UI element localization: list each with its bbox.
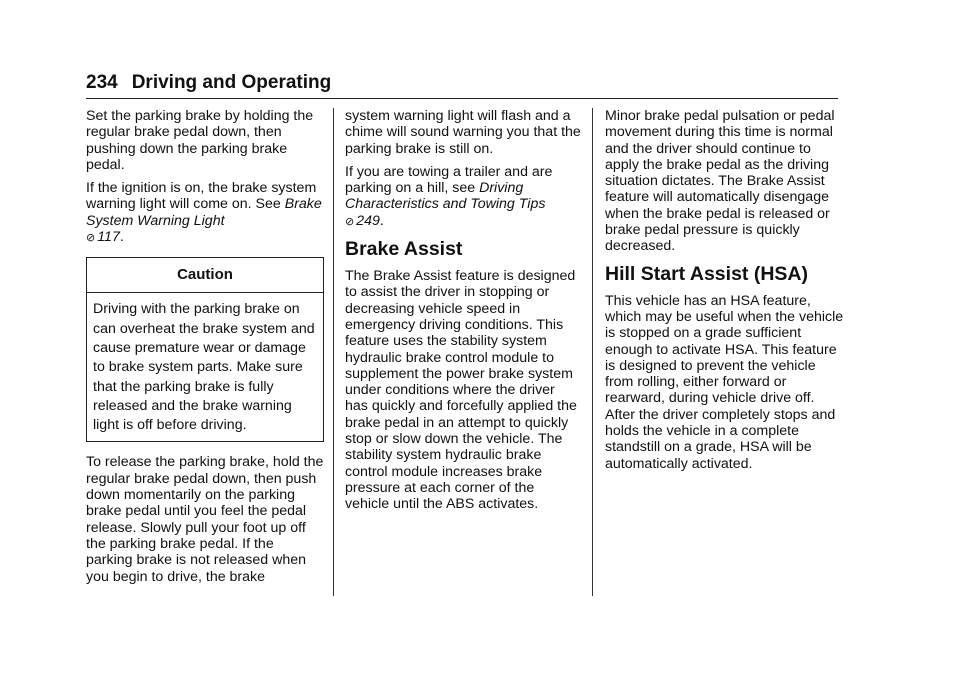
header-divider [86, 98, 838, 99]
caution-body: Driving with the parking brake on can overheat the brake system and cause premature wear or damage to brake system parts. Make sure that the parking brake is fully released and the brake warning light is off before driving. [93, 301, 315, 434]
column-divider-1 [333, 108, 334, 596]
caution-title: Caution [87, 258, 323, 293]
link-driving-towing-tips[interactable]: Driving Characteristics and Towing Tips [345, 180, 546, 213]
page-header [86, 70, 838, 96]
page-ref-249[interactable]: 249 [356, 212, 380, 229]
paragraph-ignition-warning: If the ignition is on, the brake system warning light will come on. See Brake System Warning Light ⊘ 117. [86, 180, 322, 246]
page-ref-icon: ⊘ [86, 232, 96, 245]
paragraph-release-parking-brake: To release the parking brake, hold the regular brake pedal down, then push down momentarily on the parking brake pedal until you feel the pedal release. Slowly pull your foot up off the parking brake pedal. If the parking brake is not released when you begin to drive, the brake [86, 454, 324, 585]
caution-box [86, 257, 324, 442]
paragraph-pedal-pulsation: Minor brake pedal pulsation or pedal movement during this time is normal and the driver should continue to apply the brake pedal as the driving situation dictates. The Brake Assist feature will automatically disengage when the brake pedal is released or brake pedal pressure is quickly decreased. [605, 108, 835, 255]
column-1 [86, 108, 324, 592]
section-title: Driving and Operating [131, 72, 332, 93]
column-divider-2 [592, 108, 593, 596]
paragraph-hsa: This vehicle has an HSA feature, which may be useful when the vehicle is stopped on a grade sufficient enough to activate HSA. This feature is designed to prevent the vehicle from rolling, either forward or rearward, during vehicle drive off. After the driver completely stops and holds the vehicle in a complete standstill on a grade, HSA will be automatically activated. [605, 292, 844, 472]
paragraph-warning-chime: system warning light will flash and a chime will sound warning you that the parking brake is still on. [345, 108, 581, 157]
column-2 [345, 108, 581, 520]
paragraph-set-parking-brake: Set the parking brake by holding the regular brake pedal down, then pushing down the parking brake pedal. [86, 108, 314, 173]
paragraph-brake-assist: The Brake Assist feature is designed to assist the driver in stopping or decreasing vehicle speed in emergency driving conditions. This feature uses the stability system hydraulic brake control module to supplement the power brake system under conditions where the driver has quickly and forcefully applied the brake pedal in an attempt to quickly stop or slow down the vehicle. The stability system hydraulic brake control module increases brake pressure at each corner of the vehicle until the ABS activates. [345, 268, 577, 513]
heading-brake-assist: Brake Assist [345, 238, 463, 261]
column-3 [605, 108, 845, 479]
paragraph-towing-hill: If you are towing a trailer and are parking on a hill, see Driving Characteristics and Towing Tips ⊘ 249. [345, 163, 553, 229]
heading-hill-start-assist: Hill Start Assist (HSA) [605, 262, 808, 285]
page-ref-icon: ⊘ [345, 215, 355, 228]
page-ref-117[interactable]: 117 [97, 229, 120, 246]
page-number: 234 [86, 72, 118, 93]
link-brake-warning-light[interactable]: Brake System Warning Light [86, 196, 322, 229]
